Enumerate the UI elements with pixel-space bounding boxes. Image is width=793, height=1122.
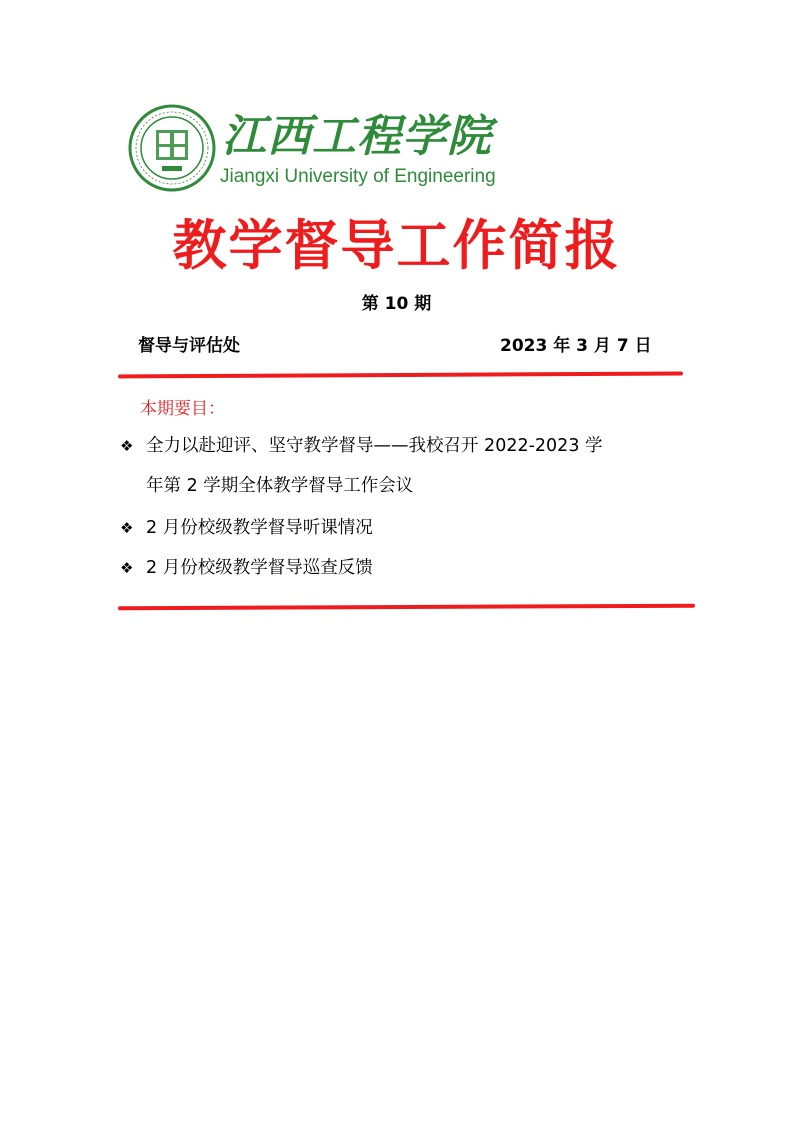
university-logo	[128, 104, 508, 194]
university-name-english: Jiangxi University of Engineering	[220, 166, 496, 187]
toc-item-line-continued: 年第 2 学期全体教学督导工作会议	[146, 476, 414, 496]
toc-heading: 本期要目：	[140, 399, 225, 419]
toc-item-line: 全力以赴迎评、坚守教学督导——我校召开 2022-2023 学	[146, 436, 603, 456]
diamond-bullet-icon: ❖	[120, 519, 134, 537]
top-red-divider	[118, 372, 683, 379]
university-name-calligraphy: 江西工程学院	[222, 111, 492, 162]
issue-number: 第 10 期	[361, 294, 432, 314]
toc-item	[120, 515, 373, 541]
department-name: 督导与评估处	[138, 336, 240, 356]
toc-item	[120, 433, 603, 499]
toc-item-line: 2 月份校级教学督导巡查反馈	[146, 558, 373, 578]
diamond-bullet-icon: ❖	[120, 437, 134, 455]
university-seal-icon	[128, 104, 216, 192]
toc-item-line: 2 月份校级教学督导听课情况	[146, 518, 373, 538]
brief-title: 教学督导工作简报	[172, 214, 621, 277]
bottom-red-divider	[118, 604, 695, 611]
diamond-bullet-icon: ❖	[120, 559, 134, 577]
toc-item	[120, 555, 373, 581]
publish-date: 2023 年 3 月 7 日	[500, 336, 652, 356]
